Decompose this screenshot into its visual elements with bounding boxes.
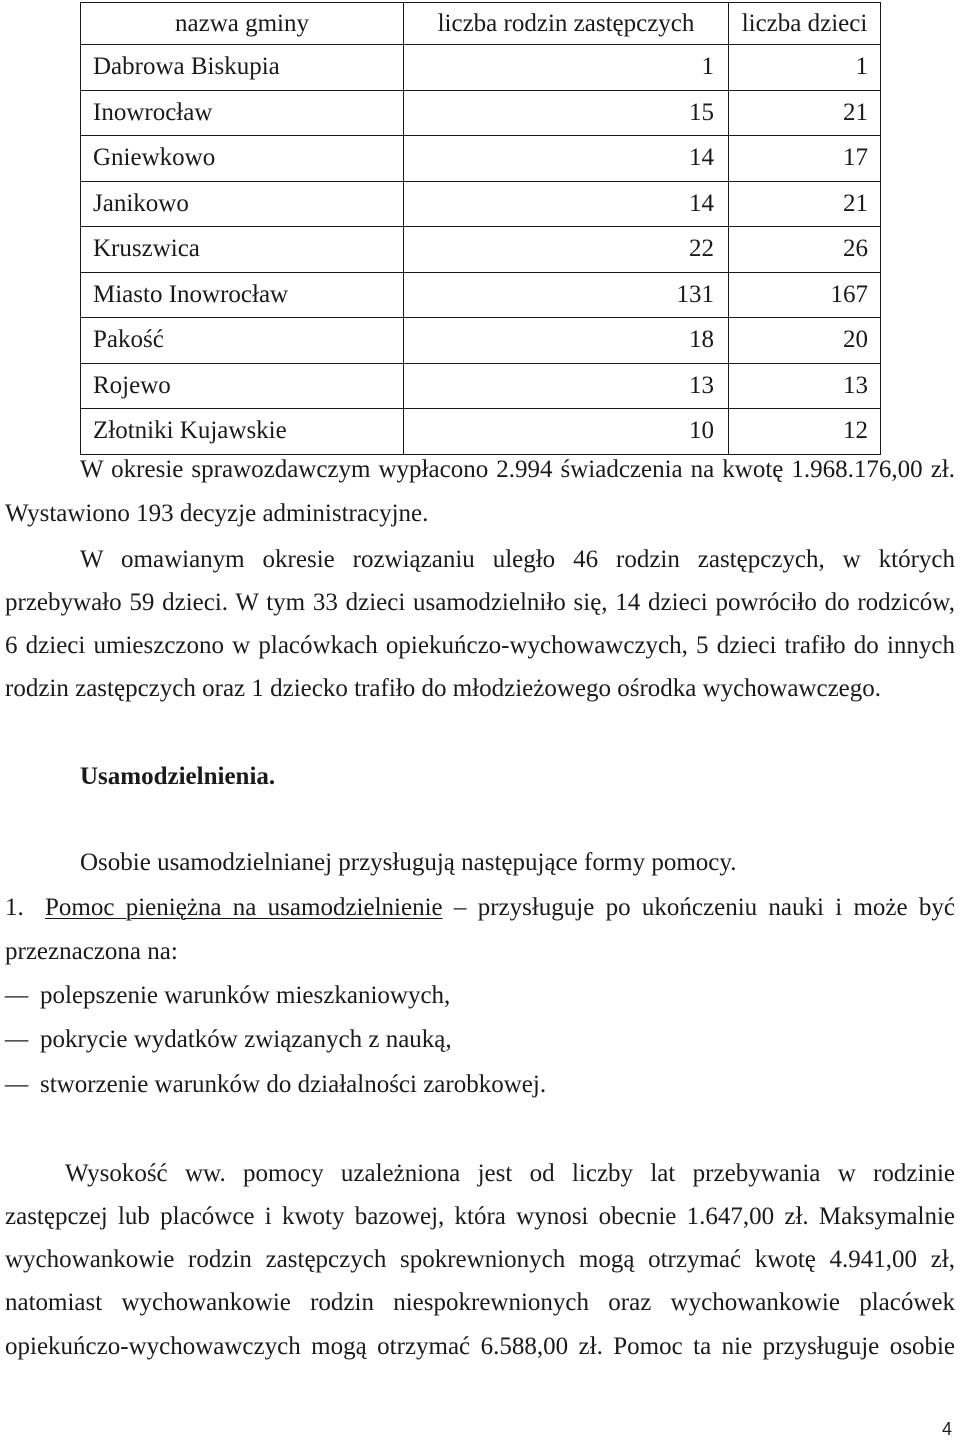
cell-gmina: Kruszwica [81, 227, 404, 273]
table-row [81, 363, 881, 409]
list-item-1 [5, 886, 955, 974]
paragraph-line: przebywało 59 dzieci. W tym 33 dzieci usamodzielniło się, 14 dzieci powróciło do rodziców, [5, 588, 955, 616]
table-row [81, 136, 881, 182]
cell-gmina: Dabrowa Biskupia [81, 45, 404, 91]
list-item-continuation: przeznaczona na: [5, 937, 178, 965]
list-item-title: Pomoc pieniężna na usamodzielnienie [45, 893, 443, 921]
table-row [81, 318, 881, 364]
table-row [81, 181, 881, 227]
table-header-row [81, 3, 881, 45]
table-row [81, 90, 881, 136]
cell-gmina: Rojewo [81, 363, 404, 409]
cell-dzieci: 21 [729, 90, 881, 136]
paragraph-line: Wysokość ww. pomocy uzależniona jest od liczby lat przebywania w rodzinie [65, 1159, 955, 1187]
table-row [81, 45, 881, 91]
cell-gmina: Gniewkowo [81, 136, 404, 182]
header-rodziny: liczba rodzin zastępczych [404, 3, 729, 45]
cell-dzieci: 17 [729, 136, 881, 182]
list-item-number: 1. [5, 893, 24, 921]
purposes-list [5, 974, 955, 1108]
cell-gmina: Janikowo [81, 181, 404, 227]
dash-bullet-icon: – [5, 981, 29, 1009]
foster-families-table [80, 2, 881, 455]
dash-bullet-icon: – [5, 1026, 29, 1053]
cell-rodziny: 15 [404, 90, 729, 136]
list-item-text [45, 886, 955, 930]
section-intro: Osobie usamodzielnianej przysługują następujące formy pomocy. [80, 848, 737, 876]
cell-dzieci: 13 [729, 363, 881, 409]
cell-gmina: Pakość [81, 318, 404, 364]
paragraph-line: wychowankowie rodzin zastępczych spokrewnionych mogą otrzymać kwotę 4.941,00 zł, [5, 1246, 955, 1273]
paragraph-line: Wystawiono 193 decyzje administracyjne. [5, 499, 429, 527]
cell-dzieci: 1 [729, 45, 881, 91]
cell-rodziny: 10 [404, 409, 729, 455]
header-gmina: nazwa gminy [81, 3, 404, 45]
table-row [81, 272, 881, 318]
paragraph-line: rodzin zastępczych oraz 1 dziecko trafiło do młodzieżowego ośrodka wychowawczego. [5, 675, 882, 703]
paragraph-line: zastępczej lub placówce i kwoty bazowej, która wynosi obecnie 1.647,00 zł. Maksymalnie [5, 1202, 955, 1230]
payments-paragraph [5, 448, 955, 536]
cell-rodziny: 1 [404, 45, 729, 91]
amount-paragraph [5, 1152, 955, 1368]
page-number: 4 [942, 1419, 953, 1439]
cell-rodziny: 14 [404, 136, 729, 182]
dissolution-paragraph [5, 538, 955, 711]
list-item-first-line [5, 886, 955, 930]
paragraph-line: W okresie sprawozdawczym wypłacono 2.994 świadczenia na kwotę 1.968.176,00 zł. [80, 455, 955, 483]
cell-dzieci: 12 [729, 409, 881, 455]
dash-bullet-icon: – [5, 1070, 29, 1098]
paragraph-line: W omawianym okresie rozwiązaniu uległo 46 rodzin zastępczych, w których [80, 545, 955, 573]
cell-rodziny: 14 [404, 181, 729, 227]
cell-gmina: Miasto Inowrocław [81, 272, 404, 318]
cell-rodziny: 13 [404, 363, 729, 409]
list-item-text: polepszenie warunków mieszkaniowych, [40, 981, 451, 1009]
table-row [81, 227, 881, 273]
list-item [5, 974, 955, 1019]
list-item-text: pokrycie wydatków związanych z nauką, [40, 1026, 452, 1053]
paragraph-line: 6 dzieci umieszczono w placówkach opiekuńczo-wychowawczych, 5 dzieci trafiło do innych [5, 632, 955, 660]
section-heading: Usamodzielnienia. [80, 762, 276, 790]
cell-rodziny: 131 [404, 272, 729, 318]
list-item-description: – przysługuje po ukończeniu nauki i może być [453, 893, 956, 921]
cell-rodziny: 18 [404, 318, 729, 364]
list-item-text: stworzenie warunków do działalności zarobkowej. [40, 1070, 547, 1098]
header-dzieci: liczba dzieci [729, 3, 881, 45]
cell-dzieci: 20 [729, 318, 881, 364]
cell-gmina: Złotniki Kujawskie [81, 409, 404, 455]
cell-dzieci: 21 [729, 181, 881, 227]
cell-rodziny: 22 [404, 227, 729, 273]
list-item [5, 1063, 955, 1108]
cell-gmina: Inowrocław [81, 90, 404, 136]
paragraph-line: opiekuńczo-wychowawczych mogą otrzymać 6.588,00 zł. Pomoc ta nie przysługuje osobie [5, 1332, 955, 1360]
cell-dzieci: 167 [729, 272, 881, 318]
cell-dzieci: 26 [729, 227, 881, 273]
paragraph-line: natomiast wychowankowie rodzin niespokrewnionych oraz wychowankowie placówek [5, 1289, 955, 1317]
list-item [5, 1018, 955, 1063]
